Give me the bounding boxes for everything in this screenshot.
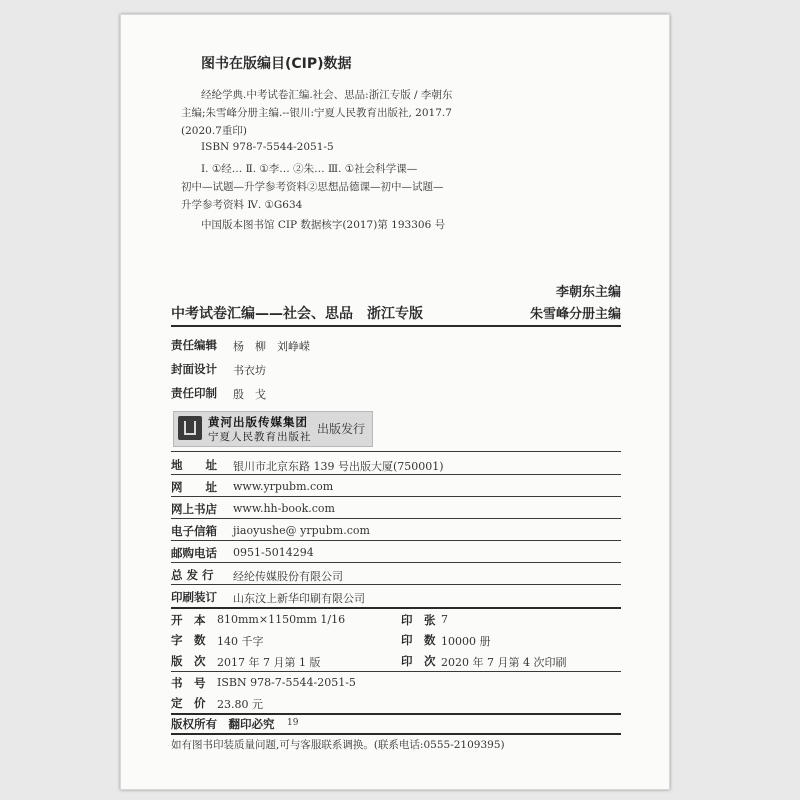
spec-value: 7 bbox=[441, 613, 448, 626]
cip-line: 经纶学典.中考试卷汇编.社会、思品:浙江专版 / 李朝东 bbox=[201, 89, 453, 101]
publisher-name: 宁夏人民教育出版社 bbox=[208, 431, 312, 443]
staff-label: 封面设计 bbox=[171, 362, 217, 376]
contact-value: 经纶传媒股份有限公司 bbox=[233, 570, 343, 583]
spec-label: 印 数 bbox=[401, 633, 436, 647]
spec-label: 版 次 bbox=[171, 654, 206, 668]
cip-line: 主编;朱雪峰分册主编.--银川:宁夏人民教育出版社, 2017.7 bbox=[181, 107, 452, 119]
divider bbox=[171, 540, 621, 541]
divider bbox=[171, 671, 621, 672]
divider bbox=[171, 713, 621, 715]
spec-value: 810mm×1150mm 1/16 bbox=[217, 613, 346, 626]
publish-distribute: 出版发行 bbox=[317, 422, 366, 436]
spec-value: 2017 年 7 月第 1 版 bbox=[217, 656, 321, 669]
contact-label: 地 址 bbox=[171, 458, 217, 472]
divider bbox=[171, 733, 621, 735]
website-link: www.yrpubm.com bbox=[233, 480, 334, 493]
contact-label: 总 发 行 bbox=[171, 568, 214, 582]
price-value: 23.80 元 bbox=[217, 698, 263, 711]
isbn-value: ISBN 978-7-5544-2051-5 bbox=[217, 676, 356, 689]
contact-label: 网 址 bbox=[171, 480, 217, 494]
contact-label: 印刷装订 bbox=[171, 590, 217, 604]
spec-value: 2020 年 7 月第 4 次印刷 bbox=[441, 656, 567, 669]
divider bbox=[171, 562, 621, 563]
email-value: jiaoyushe@ yrpubm.com bbox=[233, 524, 370, 537]
copyright-code: 19 bbox=[287, 718, 299, 728]
spec-label: 书 号 bbox=[171, 676, 206, 690]
divider bbox=[171, 474, 621, 475]
divider bbox=[171, 518, 621, 519]
staff-value: 书衣坊 bbox=[233, 364, 266, 377]
cip-line: 升学参考资料 Ⅳ. ①G634 bbox=[181, 199, 303, 211]
divider bbox=[171, 607, 621, 609]
staff-value: 杨 柳 刘峥嵘 bbox=[233, 340, 310, 353]
contact-label: 电子信箱 bbox=[171, 524, 217, 538]
copyright-page bbox=[120, 14, 670, 790]
publisher-logo-icon bbox=[178, 416, 202, 440]
contact-label: 网上书店 bbox=[171, 502, 217, 516]
spec-label: 印 次 bbox=[401, 654, 436, 668]
divider bbox=[171, 325, 621, 327]
cip-record-number: 中国版本图书馆 CIP 数据核字(2017)第 193306 号 bbox=[201, 219, 446, 231]
spec-label: 开 本 bbox=[171, 613, 206, 627]
cip-title: 图书在版编目(CIP)数据 bbox=[201, 56, 352, 72]
copyright-label: 版权所有 翻印必究 bbox=[171, 717, 275, 731]
publisher-group: 黄河出版传媒集团 bbox=[208, 415, 308, 429]
phone-value: 0951-5014294 bbox=[233, 546, 314, 559]
contact-label: 邮购电话 bbox=[171, 546, 217, 560]
staff-value: 殷 戈 bbox=[233, 388, 266, 401]
divider bbox=[171, 584, 621, 585]
volume-editor: 朱雪峰分册主编 bbox=[529, 307, 621, 322]
online-store-link: www.hh-book.com bbox=[233, 502, 335, 515]
staff-label: 责任印制 bbox=[171, 386, 217, 400]
spec-label: 印 张 bbox=[401, 613, 436, 627]
spec-label: 定 价 bbox=[171, 696, 206, 710]
quality-notice: 如有图书印装质量问题,可与客服联系调换。(联系电话:0555-2109395) bbox=[171, 739, 505, 751]
staff-label: 责任编辑 bbox=[171, 338, 217, 352]
cip-isbn: ISBN 978-7-5544-2051-5 bbox=[201, 141, 334, 153]
spec-value: 10000 册 bbox=[441, 635, 491, 648]
contact-value: 银川市北京东路 139 号出版大厦(750001) bbox=[233, 460, 444, 473]
book-title: 中考试卷汇编——社会、思品 浙江专版 bbox=[171, 306, 423, 322]
contact-value: 山东汶上新华印刷有限公司 bbox=[233, 592, 365, 605]
divider bbox=[171, 496, 621, 497]
spec-label: 字 数 bbox=[171, 633, 206, 647]
cip-line: (2020.7重印) bbox=[181, 125, 247, 137]
divider bbox=[171, 451, 621, 452]
cip-line: 初中—试题—升学参考资料②思想品德课—初中—试题— bbox=[181, 181, 444, 193]
spec-value: 140 千字 bbox=[217, 635, 264, 648]
chief-editor: 李朝东主编 bbox=[555, 285, 621, 300]
cip-line: Ⅰ. ①经… Ⅱ. ①李… ②朱… Ⅲ. ①社会科学课— bbox=[201, 163, 418, 175]
